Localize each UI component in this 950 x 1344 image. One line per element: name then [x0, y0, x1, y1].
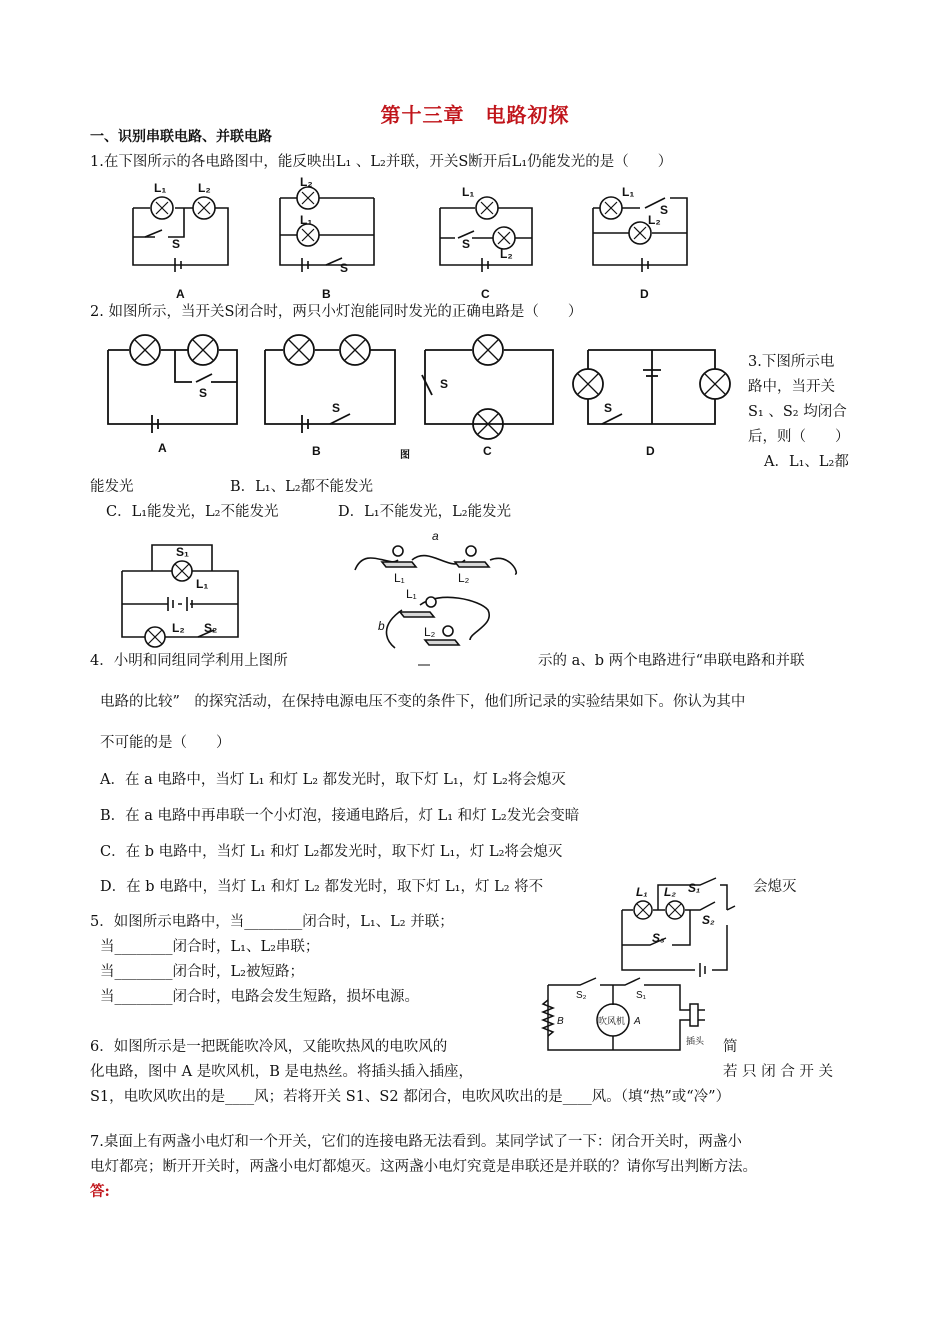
q6-line2-right: 若 只 闭 合 开 关 [723, 1064, 834, 1080]
q7-line1: 7.桌面上有两盏小电灯和一个开关，它们的连接电路无法看到。某同学试了一下：闭合开关时，两盏小 [90, 1134, 742, 1150]
q1-c-l2: L₂ [500, 247, 513, 261]
q1-d-l1: L₁ [622, 185, 635, 199]
q4-option-d-tail: 会熄灭 [753, 879, 797, 895]
q2-fig-fragment: 图 [400, 450, 410, 461]
q1-c-l1: L₁ [462, 185, 475, 199]
section-heading: 一、识别串联电路、并联电路 [90, 129, 272, 145]
q6-line1-left: 6．如图所示是一把既能吹冷风，又能吹热风的电吹风的 [90, 1039, 448, 1055]
q3-fig-s1: S₁ [176, 545, 189, 559]
q4-fig-a-l1: L₁ [394, 571, 405, 585]
q1-label-c: C [481, 287, 490, 301]
q2-label-d: D [646, 444, 655, 458]
q2-d-s: S [604, 401, 613, 415]
q6-fig-motor: 吹风机 [598, 1016, 626, 1026]
q4-line3: 不可能的是（ ） [100, 735, 231, 751]
q4-line1-left: 4．小明和同组同学利用上图所 [90, 653, 288, 669]
q5-line4: 当________闭合时，电路会发生短路，损坏电源。 [100, 989, 419, 1005]
q6-fig-b: B [557, 1016, 564, 1027]
q3-line3: S₁ 、S₂ 均闭合 [748, 404, 847, 420]
q5-fig-s3: S₃ [652, 931, 665, 945]
q7-line2: 电灯都亮；断开开关时，两盏小电灯都熄灭。这两盏小电灯究竟是串联还是并联的？请你写出判断方法。 [90, 1159, 757, 1175]
q2-text: 2. 如图所示，当开关S闭合时，两只小灯泡能同时发光的正确电路是（ ） [90, 304, 583, 320]
q6-line3: S1，电吹风吹出的是____风；若将开关 S1、S2 都闭合，电吹风吹出的是____风。（填“热”或“冷”） [90, 1089, 731, 1105]
q4-option-d: D．在 b 电路中，当灯 L₁ 和灯 L₂ 都发光时，取下灯 L₁，灯 L₂ 将不 [100, 879, 544, 895]
q6-fig-a: A [634, 1016, 641, 1027]
q5-fig-s2: S₂ [702, 913, 715, 927]
q5-line2: 当________闭合时，L₁、L₂串联； [100, 939, 320, 955]
q4-line2: 电路的比较” 的探究活动，在保持电源电压不变的条件下，他们所记录的实验结果如下。你认为其中 [100, 694, 746, 710]
q4-fig-b-l2: L₂ [424, 625, 436, 639]
q1-b-s: S [340, 261, 349, 275]
q3-fig-s2: S₂ [204, 621, 218, 635]
q1-label-a: A [176, 287, 185, 301]
q6-line2-left: 化电路，图中 A 是吹风机，B 是电热丝。将插头插入插座， [90, 1064, 473, 1080]
page-title: 第十三章 电路初探 [380, 103, 570, 127]
q3-option-b: B．L₁、L₂都不能发光 [230, 479, 374, 495]
q1-c-s: S [462, 237, 471, 251]
q4-line1-right: 示的 a、b 两个电路进行“串联电路和并联 [538, 653, 805, 669]
q4-option-b: B．在 a 电路中再串联一个小灯泡，接通电路后，灯 L₁ 和灯 L₂发光会变暗 [100, 808, 580, 824]
q6-fig-s1: S₁ [636, 990, 647, 1001]
q4-option-a: A．在 a 电路中，当灯 L₁ 和灯 L₂ 都发光时，取下灯 L₁，灯 L₂将会熄灭 [100, 772, 566, 788]
q1-b-l1: L₁ [300, 213, 313, 227]
q1-b-l2: L₂ [300, 175, 313, 189]
q3-fig-l1: L₁ [196, 577, 209, 591]
q3-line4: 后，则（ ） [748, 429, 850, 445]
q4-fig-a: a [432, 529, 439, 543]
q4-fig-b-l1: L₁ [406, 587, 417, 601]
q2-label-b: B [312, 444, 321, 458]
q3-option-c: C．L₁能发光，L₂不能发光 [106, 504, 279, 520]
q1-a-l2: L₂ [198, 181, 211, 195]
q5-fig-l1: L₁ [636, 885, 648, 899]
q6-fig-plug: 插头 [686, 1036, 705, 1046]
q4-fig-b: b [378, 619, 385, 633]
q2-b-s: S [332, 401, 341, 415]
q5-fig-l2: L₂ [664, 885, 676, 899]
q7-answer-label: 答: [90, 1183, 110, 1200]
q1-d-s: S [660, 203, 669, 217]
q2-label-c: C [483, 444, 492, 458]
q2-label-a: A [158, 441, 167, 455]
q5-line3: 当________闭合时，L₂被短路； [100, 964, 304, 980]
q1-d-l2: L₂ [648, 213, 661, 227]
q5-line1: 5．如图所示电路中，当________闭合时，L₁、L₂ 并联； [90, 914, 454, 930]
q1-a-l1: L₁ [154, 181, 167, 195]
q1-a-s: S [172, 237, 181, 251]
q6-line1-right: 简 [723, 1039, 738, 1055]
q6-fig-s2: S₂ [576, 990, 587, 1001]
q1-label-d: D [640, 287, 649, 301]
q2-a-s: S [199, 386, 208, 400]
q3-fig-l2: L₂ [172, 621, 185, 635]
q3-line1: 3.下图所示电 [748, 354, 835, 370]
q1-label-b: B [322, 287, 331, 301]
q3-option-a-head: A．L₁、L₂都 [764, 454, 849, 470]
q3-option-d: D．L₁不能发光，L₂能发光 [338, 504, 512, 520]
q3-option-a-tail: 能发光 [90, 479, 134, 495]
q1-text: 1.在下图所示的各电路图中，能反映出L₁ 、L₂并联，开关S断开后L₁仍能发光的是（ ） [90, 154, 673, 170]
q4-option-c: C．在 b 电路中，当灯 L₁ 和灯 L₂都发光时，取下灯 L₁，灯 L₂将会熄灭 [100, 844, 563, 860]
q5-fig-s1: S₁ [688, 881, 701, 895]
q4-fig-a-l2: L₂ [458, 571, 470, 585]
q3-line2: 路中，当开关 [748, 379, 835, 395]
q2-c-s: S [440, 377, 449, 391]
